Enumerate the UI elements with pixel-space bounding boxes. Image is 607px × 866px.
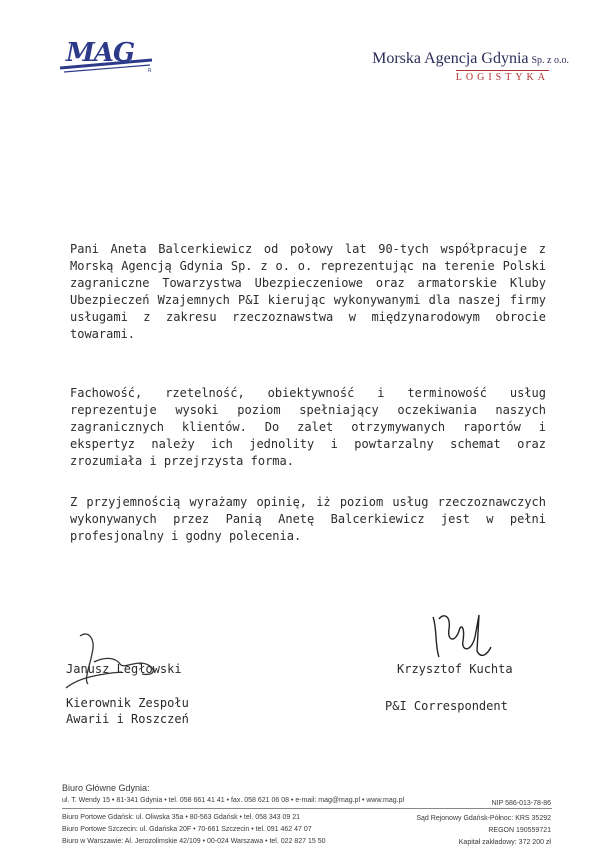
- division-label: LOGISTYKA: [455, 72, 549, 83]
- footer-share-capital: Kapitał zakładowy: 372 200 zł: [458, 839, 551, 846]
- footer-head-office-address: ul. T. Wendy 15 • 81-341 Gdynia • tel. 058 661 41 41 • fax. 058 621 06 08 • e-mail: mag@mag.pl • www.mag.pl: [62, 797, 405, 804]
- footer-nip: NIP 586-013-78-86: [491, 800, 551, 807]
- signatory-left-role-1: Kierownik Zespołu: [66, 696, 189, 710]
- paragraph-3: Z przyjemnością wyrażamy opinię, iż poziom usług rzeczoznawczych wykonywanych przez Panią Anetę Balcerkiewicz jest w pełni profesjonalny i godny polecenia.: [70, 495, 546, 543]
- signatory-right-name: Krzysztof Kuchta: [397, 662, 513, 676]
- signatory-left-name: Janusz Ległowski: [66, 662, 182, 676]
- logo-wordmark: MAG: [66, 38, 135, 68]
- signatory-left-role-2: Awarii i Roszczeń: [66, 712, 189, 726]
- signatory-right-role: P&I Correspondent: [385, 699, 508, 713]
- company-name: [372, 50, 569, 68]
- footer-regon: REGON 190559721: [488, 827, 551, 834]
- company-suffix: Sp. z o.o.: [531, 55, 569, 66]
- company-name-text: Morska Agencja Gdynia: [372, 50, 529, 67]
- svg-text:R: R: [148, 68, 152, 74]
- paragraph-2: Fachowość, rzetelność, obiektywność i terminowość usług reprezentuje wysoki poziom spełniający oczekiwania naszych zagranicznych klientów. Do zalet otrzymywanych raportów i ekspertyz należy ich jednolity i powtarzalny schemat oraz zrozumiała i przejrzysta forma.: [70, 386, 546, 468]
- footer-court-registration: Sąd Rejonowy Gdańsk-Północ: KRS 35292: [416, 815, 551, 822]
- paragraph-1: Pani Aneta Balcerkiewicz od połowy lat 90-tych współpracuje z Morską Agencją Gdynia Sp. z o. o. reprezentując na terenie Polski zagraniczne Towarzystwa Ubezpieczeniowe oraz armatorskie Kluby Ubezpieczeń Wzajemnych P&I kierując wykonywanymi dla naszej firmy usługami z zakresu rzeczoznawstwa w międzynarodowym obrocie towarami.: [70, 242, 546, 341]
- footer-head-office-label: Biuro Główne Gdynia:: [62, 783, 150, 793]
- footer-gdansk-office: Biuro Portowe Gdańsk: ul. Oliwska 35a • 80-563 Gdańsk • tel. 058 343 09 21: [62, 814, 300, 821]
- footer-divider: [62, 808, 552, 809]
- footer-warsaw-office: Biuro w Warszawie: Al. Jerozolimskie 42/109 • 00-024 Warszawa • tel. 022 827 15 50: [62, 838, 326, 845]
- footer-szczecin-office: Biuro Portowe Szczecin: ul. Gdańska 20F • 70-661 Szczecin • tel. 091 462 47 07: [62, 826, 312, 833]
